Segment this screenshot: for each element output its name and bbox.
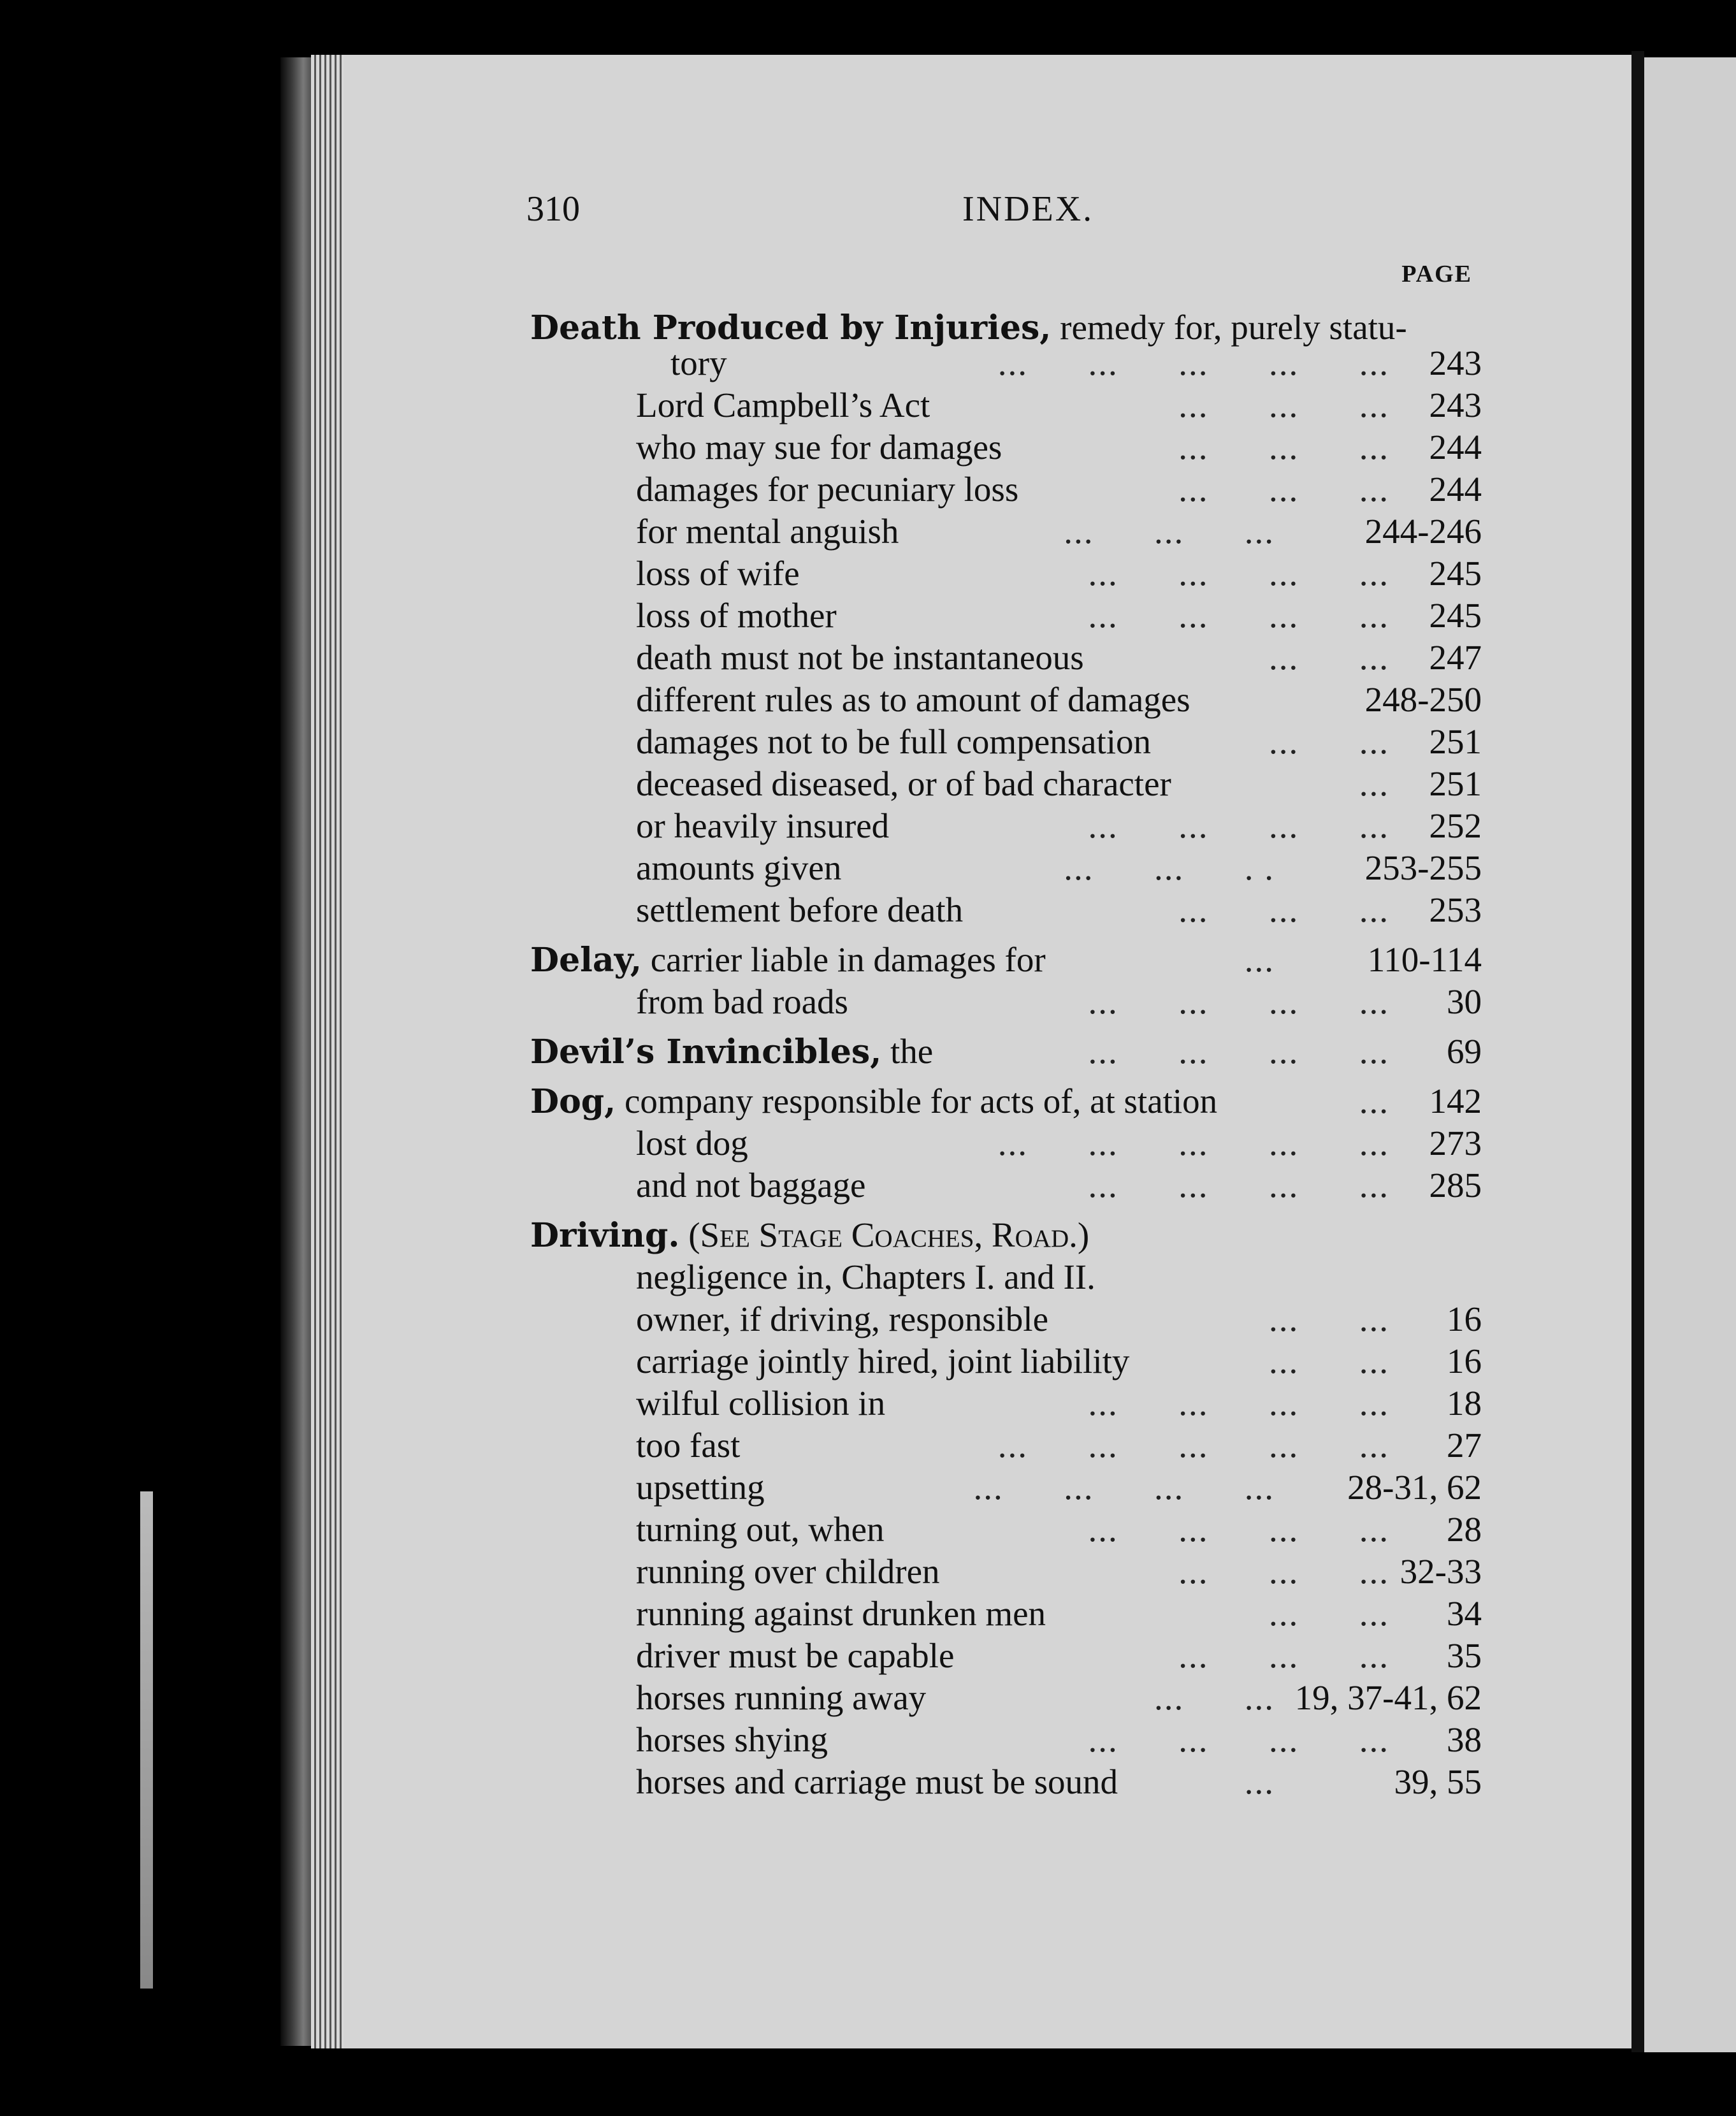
entry-description: the: [881, 1032, 934, 1071]
entry-description: for mental anguish: [636, 512, 899, 551]
entry-text: [636, 1424, 740, 1467]
leader-dots: ... ... ... ...: [1088, 596, 1389, 635]
leader-dots: ... ... ... ...: [1088, 554, 1389, 593]
entry-description: owner, if driving, responsible: [636, 1300, 1048, 1338]
entry-text: [636, 384, 930, 427]
index-subentry: [344, 342, 1631, 385]
index-subentry: [344, 980, 1631, 1024]
index-entries: [344, 55, 1631, 2048]
entry-text: [636, 636, 1084, 679]
leader-dots: ...: [1359, 1082, 1389, 1120]
page-reference: 19, 37-41, 62: [1294, 1678, 1482, 1717]
entry-description: negligence in, Chapters I. and II.: [636, 1257, 1096, 1296]
leader-dots: ... ...: [1269, 1594, 1389, 1633]
entry-text: [636, 510, 899, 553]
leader-dots: ... ...: [1269, 722, 1389, 761]
index-subentry: [344, 636, 1631, 679]
entry-text: [636, 1466, 765, 1509]
entry-description: wilful collision in: [636, 1384, 886, 1423]
entry-description: too fast: [636, 1426, 741, 1465]
entry-description: turning out, when: [636, 1510, 885, 1549]
index-subentry: [344, 1592, 1631, 1635]
book-edge-strip: [140, 1491, 153, 1989]
index-page: [344, 55, 1631, 2048]
entry-text: [636, 1298, 1048, 1341]
page-reference: 251: [1429, 722, 1482, 761]
entry-description: Lord Campbell’s Act: [636, 386, 930, 424]
leader-dots: ...: [1244, 1762, 1275, 1801]
entry-description: different rules as to amount of damages: [636, 680, 1190, 719]
index-entry-heading: [344, 1030, 1631, 1073]
page-reference: 244-246: [1364, 512, 1482, 551]
entry-description: horses and carriage must be sound: [636, 1762, 1118, 1801]
page-reference: 32-33: [1400, 1552, 1482, 1591]
entry-description: carrier liable in damages for: [641, 940, 1046, 979]
leader-dots: ...: [1244, 940, 1275, 979]
leader-dots: ... ...: [1269, 638, 1389, 677]
leader-dots: ... ... ...: [1064, 512, 1275, 551]
entry-description: and not baggage: [636, 1166, 866, 1205]
page-title: INDEX.: [962, 189, 1094, 229]
index-entry-heading: [344, 1214, 1631, 1257]
page-reference: 38: [1447, 1720, 1482, 1759]
page-reference: 18: [1447, 1384, 1482, 1423]
leader-dots: ... ... ... ...: [1088, 1720, 1389, 1759]
entry-text: [636, 426, 1002, 469]
entry-description: horses running away: [636, 1678, 927, 1717]
page-reference: 16: [1447, 1300, 1482, 1338]
page-reference: 285: [1429, 1166, 1482, 1205]
page-reference: 142: [1429, 1082, 1482, 1120]
entry-text: [636, 1256, 1096, 1299]
page-reference: 27: [1447, 1426, 1482, 1465]
page-reference: 251: [1429, 764, 1482, 803]
leader-dots: ... ... ... ...: [1088, 982, 1389, 1021]
entry-text: [530, 938, 1046, 982]
page-reference: 252: [1429, 806, 1482, 845]
entry-description: tory: [670, 344, 727, 382]
entry-text: [530, 1030, 933, 1074]
leader-dots: ... ... ... ...: [1088, 1032, 1389, 1071]
leader-dots: ... ... ... ...: [1088, 806, 1389, 845]
leader-dots: ... ... ...: [1178, 1636, 1389, 1675]
index-subentry: [344, 1382, 1631, 1425]
page-reference: 253: [1429, 890, 1482, 929]
entry-text: [636, 1340, 1129, 1383]
leader-dots: ... ... ... ...: [1088, 1384, 1389, 1423]
entry-text: [636, 1592, 1046, 1635]
entry-description: (See Stage Coaches, Road.): [679, 1215, 1090, 1254]
index-subentry: [344, 804, 1631, 848]
index-subentry: [344, 888, 1631, 932]
entry-description: amounts given: [636, 848, 842, 887]
entry-text: [636, 552, 800, 595]
index-subentry: [344, 468, 1631, 511]
entry-text: [636, 1164, 865, 1207]
entry-description: loss of mother: [636, 596, 837, 635]
entry-text: [636, 1634, 954, 1678]
entry-description: from bad roads: [636, 982, 848, 1021]
page-reference: 245: [1429, 596, 1482, 635]
leader-dots: ... ... . .: [1064, 848, 1275, 887]
entry-text: [530, 1214, 1089, 1257]
entry-text: [636, 1382, 885, 1425]
page-reference: 243: [1429, 386, 1482, 424]
entry-description: upsetting: [636, 1468, 765, 1507]
index-subentry: [344, 1164, 1631, 1207]
leader-dots: ... ... ... ... ...: [997, 1124, 1389, 1163]
entry-description: running against drunken men: [636, 1594, 1046, 1633]
entry-text: [636, 720, 1151, 764]
entry-text: [636, 468, 1018, 511]
entry-description: deceased diseased, or of bad character: [636, 764, 1171, 803]
index-entry-heading: [344, 938, 1631, 982]
leader-dots: ... ... ...: [1178, 386, 1389, 424]
page-reference: 244: [1429, 470, 1482, 509]
leader-dots: ... ...: [1269, 1342, 1389, 1380]
page-reference: 110-114: [1367, 940, 1482, 979]
index-subentry: [344, 1256, 1631, 1299]
page-reference: 16: [1447, 1342, 1482, 1380]
leader-dots: ... ... ...: [1178, 470, 1389, 509]
entry-description: company responsible for acts of, at station: [616, 1082, 1218, 1120]
index-subentry: [344, 1676, 1631, 1720]
page-reference: 248-250: [1364, 680, 1482, 719]
entry-description: or heavily insured: [636, 806, 890, 845]
leader-dots: ... ...: [1154, 1678, 1275, 1717]
leader-dots: ... ... ... ... ...: [997, 344, 1389, 382]
page-reference: 39, 55: [1394, 1762, 1482, 1801]
leader-dots: ... ... ... ...: [973, 1468, 1275, 1507]
entry-description: horses shying: [636, 1720, 828, 1759]
entry-description: loss of wife: [636, 554, 800, 593]
entry-head-word: Driving.: [530, 1216, 680, 1255]
entry-description: driver must be capable: [636, 1636, 955, 1675]
index-subentry: [344, 1760, 1631, 1804]
index-subentry: [344, 1508, 1631, 1551]
leader-dots: ... ... ...: [1178, 1552, 1389, 1591]
index-subentry: [344, 1340, 1631, 1383]
index-entry-heading: [344, 1080, 1631, 1123]
entry-description: who may sue for damages: [636, 428, 1002, 467]
entry-head-word: Death Produced by Injuries,: [530, 308, 1052, 347]
entry-text: [636, 1508, 885, 1551]
index-subentry: [344, 510, 1631, 553]
entry-text: [636, 846, 841, 890]
leader-dots: ... ... ... ... ...: [997, 1426, 1389, 1465]
gutter-shadow: [1631, 51, 1644, 2052]
index-subentry: [344, 846, 1631, 890]
facing-page: [1644, 57, 1736, 2052]
index-subentry: [344, 1298, 1631, 1341]
page-reference: 28-31, 62: [1347, 1468, 1482, 1507]
entry-description: running over children: [636, 1552, 940, 1591]
leader-dots: ... ... ... ...: [1088, 1510, 1389, 1549]
entry-text: [530, 1080, 1217, 1124]
index-subentry: [344, 1466, 1631, 1509]
entry-text: [670, 342, 727, 385]
page-reference: 244: [1429, 428, 1482, 467]
entry-text: [636, 1676, 926, 1720]
entry-description: settlement before death: [636, 890, 964, 929]
index-subentry: [344, 720, 1631, 764]
page-reference: 243: [1429, 344, 1482, 382]
entry-text: [636, 1718, 828, 1762]
leader-dots: ... ...: [1269, 1300, 1389, 1338]
index-subentry: [344, 678, 1631, 721]
entry-head-word: Devil’s Invincibles,: [530, 1033, 882, 1071]
entry-description: lost dog: [636, 1124, 748, 1163]
entry-description: damages for pecuniary loss: [636, 470, 1019, 509]
entry-text: [636, 888, 963, 932]
page-reference: 245: [1429, 554, 1482, 593]
entry-description: remedy for, purely statu-: [1051, 308, 1407, 347]
entry-description: carriage jointly hired, joint liability: [636, 1342, 1130, 1380]
entry-text: [636, 1760, 1118, 1804]
index-subentry: [344, 1718, 1631, 1762]
leader-dots: ... ... ...: [1178, 428, 1389, 467]
leader-dots: ... ... ... ...: [1088, 1166, 1389, 1205]
entry-text: [636, 804, 889, 848]
entry-text: [636, 762, 1171, 806]
page-reference: 35: [1447, 1636, 1482, 1675]
page-reference: 247: [1429, 638, 1482, 677]
entry-text: [636, 678, 1190, 721]
page-reference: 34: [1447, 1594, 1482, 1633]
page-number: 310: [526, 189, 580, 229]
page-reference: 273: [1429, 1124, 1482, 1163]
page-reference: 30: [1447, 982, 1482, 1021]
entry-description: damages not to be full compensation: [636, 722, 1152, 761]
page-column-label: PAGE: [1401, 261, 1472, 287]
entry-text: [636, 980, 848, 1024]
page-reference: 28: [1447, 1510, 1482, 1549]
entry-head-word: Dog,: [530, 1082, 616, 1121]
leader-dots: ... ... ...: [1178, 890, 1389, 929]
entry-text: [636, 594, 837, 637]
entry-text: [636, 1122, 748, 1165]
entry-description: death must not be instantaneous: [636, 638, 1084, 677]
entry-head-word: Delay,: [530, 941, 642, 980]
index-subentry: [344, 1424, 1631, 1467]
page-edges: [311, 55, 345, 2048]
index-subentry: [344, 594, 1631, 637]
index-subentry: [344, 426, 1631, 469]
index-subentry: [344, 1122, 1631, 1165]
index-subentry: [344, 1550, 1631, 1593]
index-subentry: [344, 762, 1631, 806]
index-subentry: [344, 552, 1631, 595]
page-reference: 253-255: [1364, 848, 1482, 887]
index-subentry: [344, 1634, 1631, 1678]
index-subentry: [344, 384, 1631, 427]
leader-dots: ...: [1359, 764, 1389, 803]
page-reference: 69: [1447, 1032, 1482, 1071]
entry-text: [636, 1550, 940, 1593]
